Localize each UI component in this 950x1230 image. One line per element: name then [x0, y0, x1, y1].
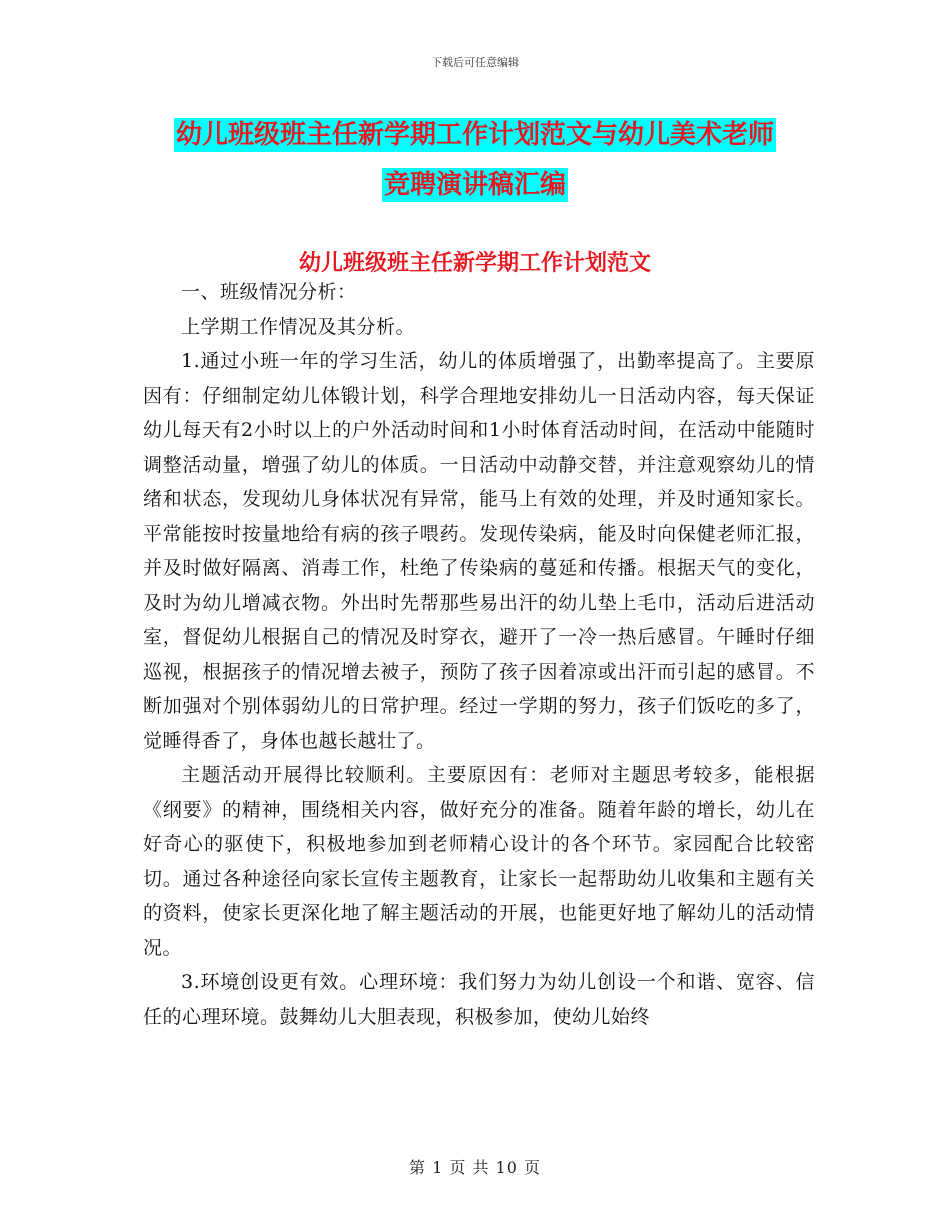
paragraph: 主题活动开展得比较顺利。主要原因有：老师对主题思考较多，能根据《纲要》的精神，围绕相关内容，做好充分的准备。随着年龄的增长，幼儿在好奇心的驱使下，积极地参加到老师精心设计的各个环节。家园配合比较密切。通过各种途径向家长宣传主题教育，让家长一起帮助幼儿收集和主题有关的资料，使家长更深化地了解主题活动的开展，也能更好地了解幼儿的活动情况。 [143, 764, 815, 959]
document-title-line-1: 幼儿班级班主任新学期工作计划范文与幼儿美术老师 [175, 120, 774, 150]
paragraph: 一、班级情况分析： [181, 281, 357, 303]
paragraph: 3.环境创设更有效。心理环境：我们努力为幼儿创设一个和谐、宽容、信任的心理环境。鼓舞幼儿大胆表现，积极参加，使幼儿始终 [143, 971, 815, 1028]
page-header-note: 下载后可任意编辑 [431, 56, 519, 69]
page-number: 第 1 页 共 10 页 [409, 1158, 541, 1177]
document-body [143, 275, 815, 1034]
paragraph: 1.通过小班一年的学习生活，幼儿的体质增强了，出勤率提高了。主要原因有：仔细制定幼儿体锻计划，科学合理地安排幼儿一日活动内容，每天保证幼儿每天有2小时以上的户外活动时间和1小时体育活动时间，在活动中能随时调整活动量，增强了幼儿的体质。一日活动中动静交替，并注意观察幼儿的情绪和状态，发现幼儿身体状况有异常，能马上有效的处理，并及时通知家长。平常能按时按量地给有病的孩子喂药。发现传染病，能及时向保健老师汇报，并及时做好隔离、消毒工作，杜绝了传染病的蔓延和传播。根据天气的变化，及时为幼儿增减衣物。外出时先帮那些易出汗的幼儿垫上毛巾，活动后进活动室，督促幼儿根据自己的情况及时穿衣，避开了一冷一热后感冒。午睡时仔细巡视，根据孩子的情况增去被子，预防了孩子因着凉或出汗而引起的感冒。不断加强对个别体弱幼儿的日常护理。经过一学期的努力，孩子们饭吃的多了，觉睡得香了，身体也越长越壮了。 [143, 350, 815, 752]
section-title: 幼儿班级班主任新学期工作计划范文 [298, 250, 651, 276]
paragraph: 上学期工作情况及其分析。 [181, 315, 416, 338]
document-title [0, 110, 950, 210]
document-title-line-2: 竞聘演讲稿汇编 [383, 170, 566, 200]
